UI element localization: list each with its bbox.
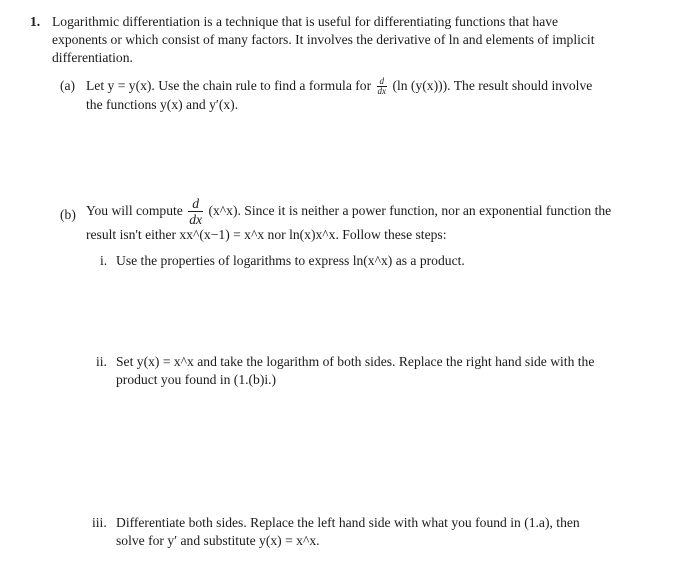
- part-a-derivative-fraction: [377, 77, 388, 96]
- part-b-line-1-post: (x^x). Since it is neither a power function, nor an exponential function the: [208, 203, 612, 218]
- step-ii-text: [116, 353, 692, 389]
- step-i-label: i.: [100, 253, 108, 268]
- part-a-line-1: [86, 77, 692, 96]
- step-iii-line-1: Differentiate both sides. Replace the left hand side with what you found in (1.a), then: [116, 515, 580, 530]
- step-i-line-1: Use the properties of logarithms to express ln(x^x) as a product.: [116, 253, 465, 268]
- intro-line-2: exponents or which consist of many factors. It involves the derivative of ln and elements of implicit: [52, 32, 595, 47]
- step-iii-label: iii.: [92, 515, 107, 530]
- part-a-line-1-pre: Let y = y(x). Use the chain rule to find a formula for: [86, 78, 372, 93]
- step-ii-label: ii.: [96, 354, 107, 369]
- intro-line-1: Logarithmic differentiation is a technique that is useful for differentiating functions that have: [52, 14, 559, 29]
- part-b-frac-numerator: d: [188, 196, 203, 212]
- part-a-frac-numerator: d: [377, 77, 388, 87]
- part-a-line-1-post: (ln (y(x))). The result should involve: [392, 78, 593, 93]
- part-b-line-1: [86, 196, 696, 226]
- part-b-line-2: result isn't either xx^(x−1) = x^x nor ln(x)x^x. Follow these steps:: [86, 227, 447, 242]
- step-iii-text: [116, 514, 692, 550]
- part-b-frac-denominator: dx: [189, 212, 203, 228]
- part-a-text: [86, 77, 692, 114]
- part-a-label: (a): [60, 78, 76, 93]
- part-a-frac-denominator: dx: [377, 86, 387, 97]
- problem-intro: [52, 13, 692, 67]
- part-a-line-2: the functions y(x) and y′(x).: [86, 97, 239, 113]
- part-b-text: [86, 196, 696, 244]
- part-b-line-1-pre: You will compute: [86, 203, 183, 218]
- step-iii-line-2: solve for y′ and substitute y(x) = x^x.: [116, 533, 320, 548]
- step-ii-line-1: Set y(x) = x^x and take the logarithm of both sides. Replace the right hand side with the: [116, 354, 595, 369]
- part-b-derivative-fraction: [188, 196, 203, 227]
- problem-number: 1.: [30, 14, 41, 29]
- part-b-label: (b): [60, 207, 76, 222]
- step-ii-line-2: product you found in (1.(b)i.): [116, 372, 277, 387]
- step-i-text: [116, 252, 692, 270]
- intro-line-3: differentiation.: [52, 50, 133, 65]
